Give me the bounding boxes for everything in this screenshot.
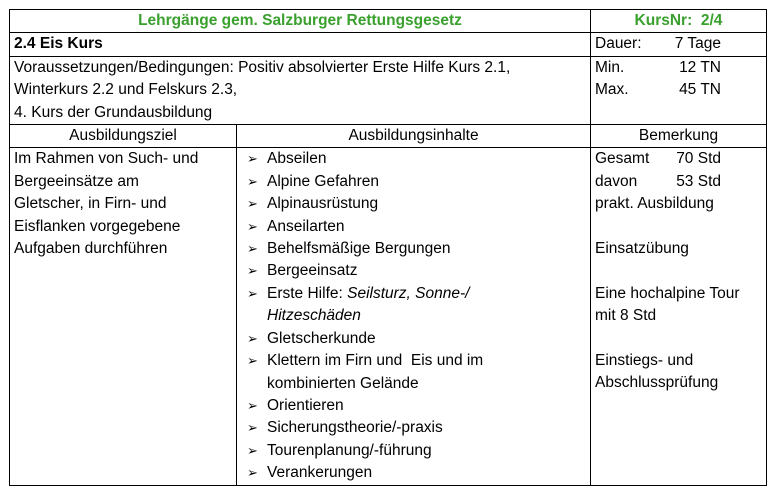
list-item-text — [267, 283, 586, 328]
list-item-text-part: Klettern im Firn und Eis und im — [267, 352, 484, 370]
col-header-bemerkung: Bemerkung — [591, 125, 767, 148]
col-header-ausbildungsziel: Ausbildungsziel — [10, 125, 237, 148]
list-item — [241, 328, 586, 350]
dauer-label: Dauer: — [595, 35, 642, 53]
list-item-text: Alpinausrüstung — [267, 195, 379, 213]
list-item — [241, 260, 586, 282]
dauer-value: 7 Tage — [674, 35, 721, 53]
ziel-line: Aufgaben durchführen — [14, 240, 168, 258]
list-item-text: Tourenplanung/-führung — [267, 441, 432, 459]
kursnr-value: 2/4 — [700, 12, 723, 29]
list-item-text: Behelfsmäßige Bergungen — [267, 240, 451, 258]
prereq-row — [10, 56, 767, 124]
list-item-text — [267, 350, 586, 395]
list-item-text: Alpine Gefahren — [267, 172, 380, 190]
arrow-bullet-icon: ➢ — [247, 218, 258, 234]
bemerkung-cell — [591, 148, 767, 485]
participants-cell — [591, 56, 767, 124]
ziel-line: Gletscher, in Firn- und — [14, 195, 167, 213]
prerequisites — [10, 56, 591, 124]
document-title: Lehrgänge gem. Salzburger Rettungsgesetz — [10, 10, 591, 33]
arrow-bullet-icon: ➢ — [247, 420, 258, 436]
davon-label: davon — [595, 172, 638, 190]
ausbildungsziel-cell — [10, 148, 237, 485]
list-item — [241, 171, 586, 193]
kursnr-label: KursNr: — [634, 12, 693, 29]
max-value: 45 TN — [679, 81, 721, 99]
list-item-text-part: Erste Hilfe: — [267, 284, 348, 302]
list-item — [241, 417, 586, 439]
course-name-row — [10, 33, 767, 56]
davon-value: 53 Std — [676, 172, 721, 190]
arrow-bullet-icon: ➢ — [247, 241, 258, 257]
list-item — [241, 216, 586, 238]
col-header-ausbildungsinhalte: Ausbildungsinhalte — [237, 125, 591, 148]
prereq-line: 4. Kurs der Grundausbildung — [14, 103, 213, 121]
prereq-line: Winterkurs 2.2 und Felskurs 2.3, — [14, 81, 238, 99]
arrow-bullet-icon: ➢ — [247, 263, 258, 279]
column-header-row — [10, 125, 767, 148]
course-table — [9, 9, 767, 486]
list-item-text: Sicherungstheorie/-praxis — [267, 419, 443, 437]
min-label: Min. — [595, 58, 625, 76]
list-item-text: Anseilarten — [267, 217, 345, 235]
arrow-bullet-icon: ➢ — [247, 151, 258, 167]
list-item — [241, 350, 586, 395]
list-item-text-italic: Hitzeschäden — [267, 307, 361, 325]
arrow-bullet-icon: ➢ — [247, 196, 258, 212]
arrow-bullet-icon: ➢ — [247, 353, 258, 369]
arrow-bullet-icon: ➢ — [247, 442, 258, 458]
min-value: 12 TN — [679, 58, 721, 76]
prereq-line: Voraussetzungen/Bedingungen: Positiv absolvierter Erste Hilfe Kurs 2.1, — [14, 58, 511, 76]
list-item — [241, 193, 586, 215]
course-name: 2.4 Eis Kurs — [10, 33, 591, 56]
tour-line: Eine hochalpine Tour — [595, 284, 740, 302]
list-item-text-italic: Seilsturz, Sonne-/ — [347, 284, 470, 302]
prakt-ausbildung: prakt. Ausbildung — [595, 195, 714, 213]
arrow-bullet-icon: ➢ — [247, 330, 258, 346]
kursnr-cell — [591, 10, 767, 33]
arrow-bullet-icon: ➢ — [247, 173, 258, 189]
list-item-text: Bergeeinsatz — [267, 262, 358, 280]
list-item-text: Verankerungen — [267, 464, 373, 482]
list-item-text: Gletscherkunde — [267, 329, 376, 347]
list-item — [241, 283, 586, 328]
pruefung-line: Abschlussprüfung — [595, 374, 719, 392]
tour-line: mit 8 Std — [595, 307, 657, 325]
pruefung-line: Einstiegs- und — [595, 352, 694, 370]
list-item — [241, 238, 586, 260]
list-item-text: Orientieren — [267, 396, 344, 414]
list-item — [241, 440, 586, 462]
gesamt-value: 70 Std — [676, 150, 721, 168]
title-row — [10, 10, 767, 33]
ziel-line: Bergeeinsätze am — [14, 172, 139, 190]
arrow-bullet-icon: ➢ — [247, 397, 258, 413]
dauer-cell — [591, 33, 767, 56]
einsatzuebung: Einsatzübung — [595, 240, 689, 258]
list-item — [241, 395, 586, 417]
arrow-bullet-icon: ➢ — [247, 285, 258, 301]
ausbildungsinhalte-cell — [237, 148, 591, 485]
gesamt-label: Gesamt — [595, 150, 650, 168]
ziel-line: Eisflanken vorgegebene — [14, 217, 181, 235]
ziel-line: Im Rahmen von Such- und — [14, 150, 199, 168]
max-label: Max. — [595, 81, 629, 99]
list-item — [241, 148, 586, 170]
list-item — [241, 462, 586, 484]
content-row — [10, 148, 767, 485]
arrow-bullet-icon: ➢ — [247, 465, 258, 481]
list-item-text-part: kombinierten Gelände — [267, 374, 419, 392]
list-item-text: Abseilen — [267, 150, 327, 168]
